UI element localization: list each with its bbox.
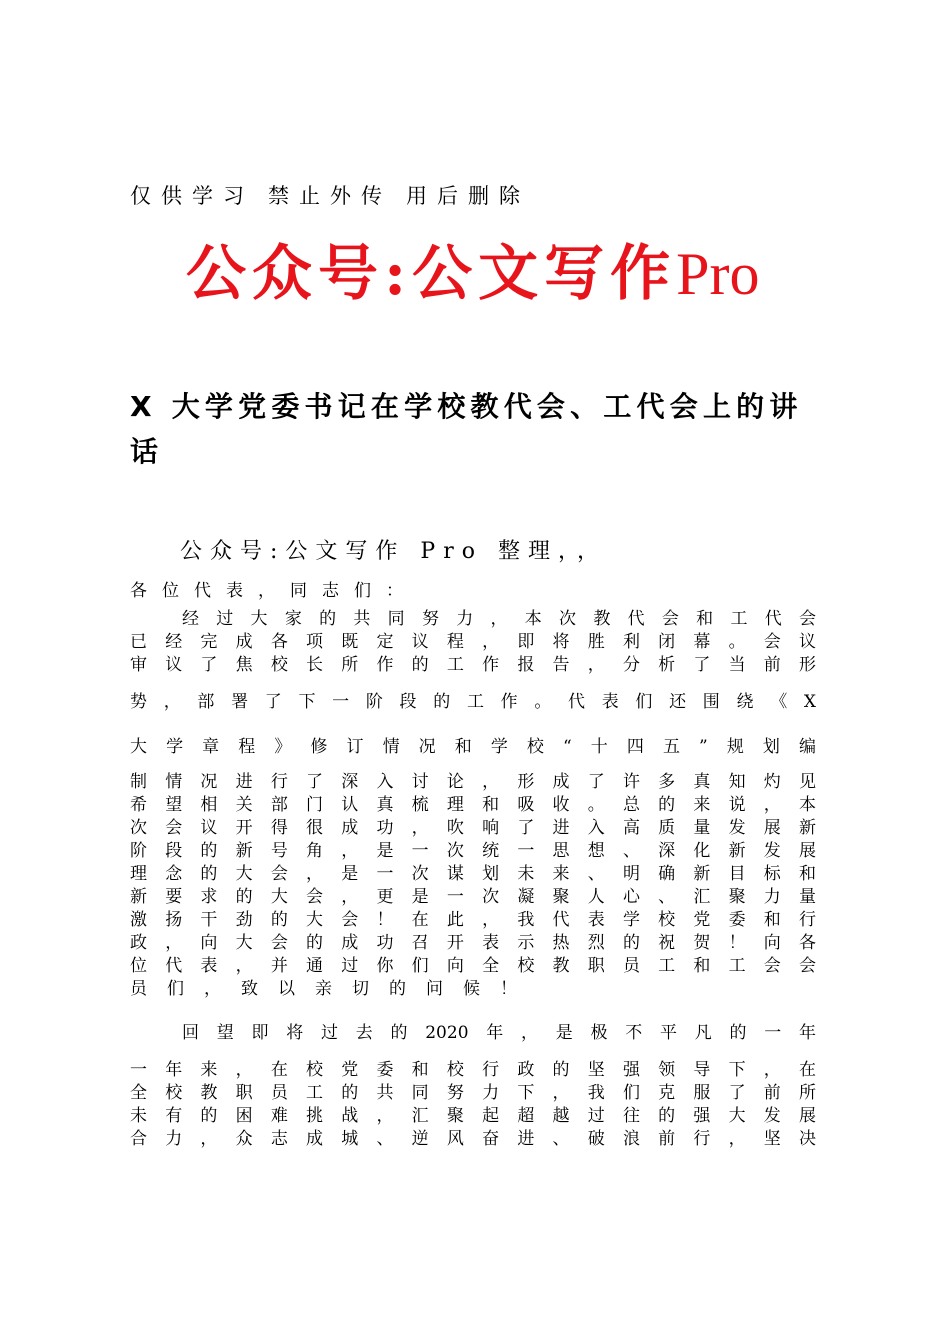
paragraph-1-line: 位代表，并通过你们向全校教职员工和工会会 — [130, 956, 816, 976]
source-line: 公众号:公文写作 Pro 整理，， — [180, 539, 607, 564]
paragraph-1-line: 次会议开得很成功，吹响了进入高质量发展新 — [130, 818, 816, 838]
document-title: X 大学党委书记在学校教代会、工代会上的讲话 — [130, 390, 803, 468]
paragraph-1-line: 理念的大会，是一次谋划未来、明确新目标和 — [130, 864, 816, 884]
paragraph-2-line: 合力，众志成城、逆风奋进、破浪前行，坚决 — [130, 1129, 816, 1149]
paragraph-1-line: 新要求的大会，更是一次凝聚人心、汇聚力量 — [130, 887, 816, 907]
paragraph-1-line: 审议了焦校长所作的工作报告，分析了当前形 — [130, 655, 816, 675]
paragraph-1 — [130, 608, 816, 1001]
paragraph-1-last-line: 员们，致以亲切的问候！ — [130, 979, 537, 999]
paragraph-1-line: 阶段的新号角，是一次统一思想、深化新发展 — [130, 841, 816, 861]
paragraph-1-line: 大学章程》修订情况和学校“十四五”规划编 — [130, 737, 816, 757]
paragraph-2-line: 未有的困难挑战，汇聚起超越过往的强大发展 — [130, 1106, 816, 1126]
notice-delete-after-use: 用后删除 — [406, 184, 530, 208]
brand-watermark — [186, 226, 760, 312]
salutation: 各位代表，同志们： — [130, 581, 418, 601]
brand-text: 公众号:公文写作 — [186, 239, 677, 309]
notice-study-only: 仅供学习 — [130, 184, 254, 208]
paragraph-1-line: 势，部署了下一阶段的工作。代表们还围绕《X — [130, 692, 816, 712]
notice-no-distribution: 禁止外传 — [268, 184, 392, 208]
paragraph-1-line: 政，向大会的成功召开表示热烈的祝贺！向各 — [130, 933, 816, 953]
paragraph-1-line: 经过大家的共同努力，本次教代会和工代会 — [182, 609, 816, 629]
paragraph-1-line: 制情况进行了深入讨论，形成了许多真知灼见 — [130, 772, 816, 792]
brand-pro: Pro — [676, 241, 760, 307]
paragraph-2-line: 一年来，在校党委和校行政的坚强领导下，在 — [130, 1060, 816, 1080]
paragraph-1-line: 已经完成各项既定议程，即将胜利闭幕。会议 — [130, 632, 816, 652]
paragraph-1-line: 激扬干劲的大会！在此，我代表学校党委和行 — [130, 910, 816, 930]
paragraph-2-line: 全校教职员工的共同努力下，我们克服了前所 — [130, 1083, 816, 1103]
paragraph-2-line: 回望即将过去的2020年，是极不平凡的一年 — [182, 1023, 816, 1043]
paragraph-1-line: 希望相关部门认真梳理和吸收。总的来说，本 — [130, 795, 816, 815]
paragraph-2 — [130, 1022, 816, 1151]
usage-notice — [130, 180, 530, 210]
